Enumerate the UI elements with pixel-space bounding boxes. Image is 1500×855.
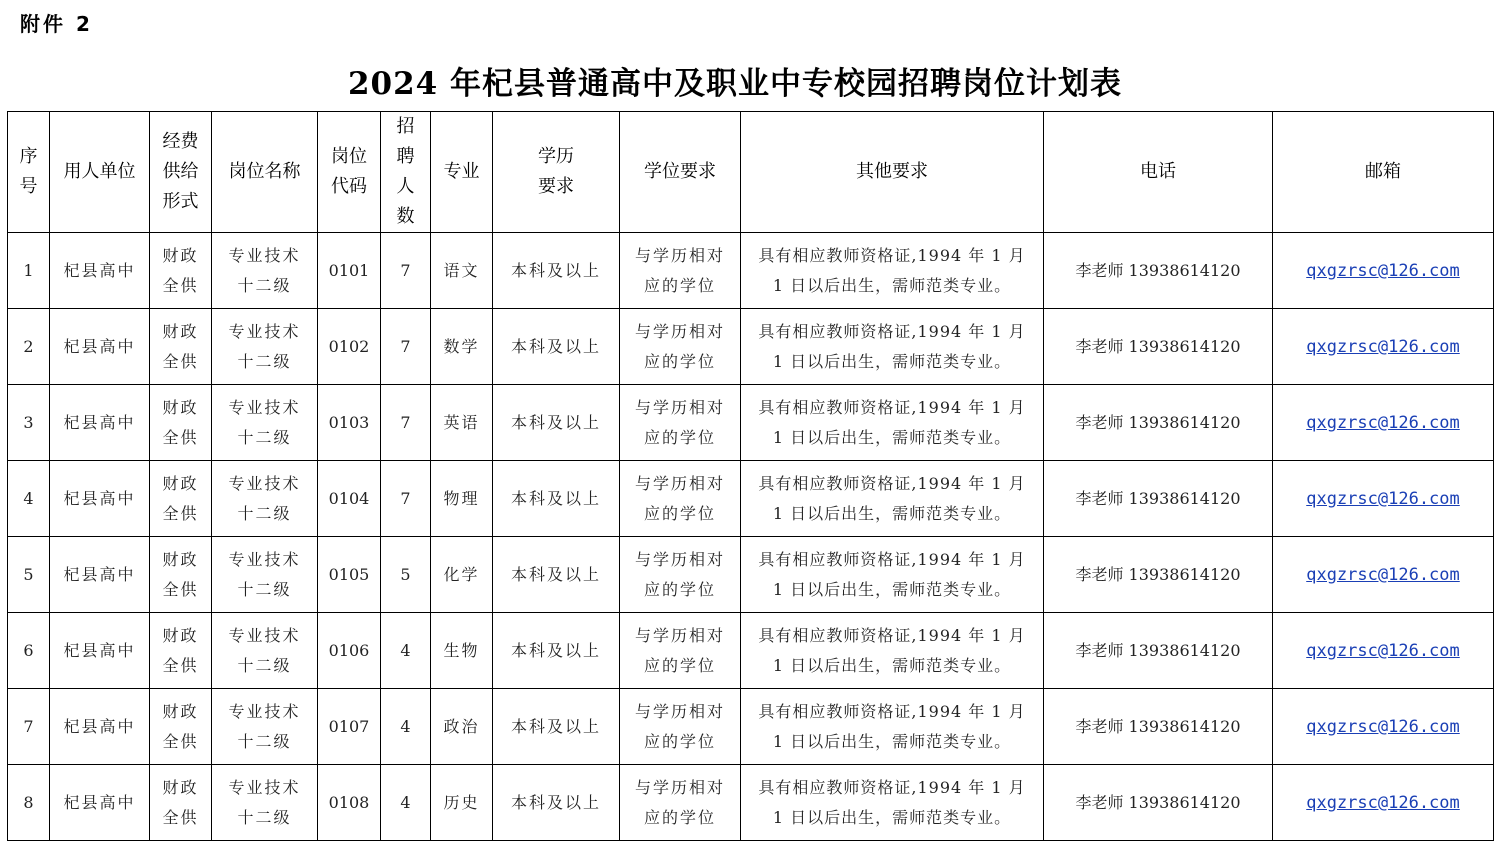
- cell-unit: 杞县高中: [50, 689, 150, 765]
- header-count: 招 聘 人 数: [381, 112, 431, 233]
- cell-education: 本科及以上: [493, 385, 620, 461]
- cell-post-code: 0101: [318, 233, 381, 309]
- email-link[interactable]: qxgzrsc@126.com: [1306, 412, 1460, 433]
- cell-unit: 杞县高中: [50, 233, 150, 309]
- cell-other: 具有相应教师资格证,1994 年 1 月 1 日以后出生，需师范类专业。: [741, 385, 1044, 461]
- cell-email[interactable]: [1273, 461, 1494, 537]
- cell-major: 生物: [431, 613, 493, 689]
- cell-phone: 李老师 13938614120: [1044, 385, 1273, 461]
- cell-other: 具有相应教师资格证,1994 年 1 月 1 日以后出生，需师范类专业。: [741, 765, 1044, 841]
- cell-funding: 财政 全供: [150, 233, 212, 309]
- cell-other: 具有相应教师资格证,1994 年 1 月 1 日以后出生，需师范类专业。: [741, 233, 1044, 309]
- cell-unit: 杞县高中: [50, 765, 150, 841]
- cell-education: 本科及以上: [493, 689, 620, 765]
- cell-unit: 杞县高中: [50, 537, 150, 613]
- cell-education: 本科及以上: [493, 461, 620, 537]
- cell-phone: 李老师 13938614120: [1044, 689, 1273, 765]
- cell-education: 本科及以上: [493, 765, 620, 841]
- cell-degree: 与学历相对 应的学位: [620, 233, 741, 309]
- header-unit: 用人单位: [50, 112, 150, 233]
- cell-post-code: 0106: [318, 613, 381, 689]
- cell-email[interactable]: [1273, 233, 1494, 309]
- cell-funding: 财政 全供: [150, 689, 212, 765]
- cell-post-code: 0103: [318, 385, 381, 461]
- cell-post-code: 0105: [318, 537, 381, 613]
- cell-unit: 杞县高中: [50, 385, 150, 461]
- cell-degree: 与学历相对 应的学位: [620, 689, 741, 765]
- recruitment-table: [7, 111, 1494, 841]
- cell-count: 4: [381, 765, 431, 841]
- cell-count: 4: [381, 689, 431, 765]
- cell-post-name: 专业技术 十二级: [212, 689, 318, 765]
- cell-unit: 杞县高中: [50, 309, 150, 385]
- cell-major: 英语: [431, 385, 493, 461]
- cell-post-name: 专业技术 十二级: [212, 537, 318, 613]
- table-row: [8, 461, 1494, 537]
- header-major: 专业: [431, 112, 493, 233]
- cell-post-name: 专业技术 十二级: [212, 233, 318, 309]
- cell-phone: 李老师 13938614120: [1044, 765, 1273, 841]
- cell-email[interactable]: [1273, 309, 1494, 385]
- cell-other: 具有相应教师资格证,1994 年 1 月 1 日以后出生，需师范类专业。: [741, 461, 1044, 537]
- cell-count: 5: [381, 537, 431, 613]
- email-link[interactable]: qxgzrsc@126.com: [1306, 792, 1460, 813]
- cell-email[interactable]: [1273, 689, 1494, 765]
- cell-count: 7: [381, 385, 431, 461]
- cell-post-code: 0102: [318, 309, 381, 385]
- email-link[interactable]: qxgzrsc@126.com: [1306, 716, 1460, 737]
- cell-seq: 1: [8, 233, 50, 309]
- cell-funding: 财政 全供: [150, 613, 212, 689]
- header-post-code: 岗位 代码: [318, 112, 381, 233]
- header-degree: 学位要求: [620, 112, 741, 233]
- cell-count: 7: [381, 233, 431, 309]
- cell-post-name: 专业技术 十二级: [212, 385, 318, 461]
- cell-email[interactable]: [1273, 537, 1494, 613]
- cell-other: 具有相应教师资格证,1994 年 1 月 1 日以后出生，需师范类专业。: [741, 537, 1044, 613]
- cell-funding: 财政 全供: [150, 537, 212, 613]
- cell-seq: 4: [8, 461, 50, 537]
- cell-degree: 与学历相对 应的学位: [620, 461, 741, 537]
- cell-post-code: 0108: [318, 765, 381, 841]
- cell-funding: 财政 全供: [150, 385, 212, 461]
- email-link[interactable]: qxgzrsc@126.com: [1306, 640, 1460, 661]
- cell-other: 具有相应教师资格证,1994 年 1 月 1 日以后出生，需师范类专业。: [741, 613, 1044, 689]
- table-row: [8, 613, 1494, 689]
- cell-phone: 李老师 13938614120: [1044, 233, 1273, 309]
- cell-post-name: 专业技术 十二级: [212, 309, 318, 385]
- header-seq: 序 号: [8, 112, 50, 233]
- cell-post-name: 专业技术 十二级: [212, 765, 318, 841]
- cell-major: 数学: [431, 309, 493, 385]
- cell-seq: 2: [8, 309, 50, 385]
- cell-email[interactable]: [1273, 613, 1494, 689]
- table-row: [8, 689, 1494, 765]
- cell-major: 语文: [431, 233, 493, 309]
- cell-funding: 财政 全供: [150, 461, 212, 537]
- cell-seq: 8: [8, 765, 50, 841]
- cell-unit: 杞县高中: [50, 613, 150, 689]
- cell-post-code: 0104: [318, 461, 381, 537]
- cell-post-name: 专业技术 十二级: [212, 461, 318, 537]
- cell-funding: 财政 全供: [150, 765, 212, 841]
- cell-count: 7: [381, 309, 431, 385]
- cell-seq: 6: [8, 613, 50, 689]
- cell-major: 历史: [431, 765, 493, 841]
- table-row: [8, 233, 1494, 309]
- header-funding: 经费 供给 形式: [150, 112, 212, 233]
- cell-seq: 3: [8, 385, 50, 461]
- cell-email[interactable]: [1273, 385, 1494, 461]
- header-other: 其他要求: [741, 112, 1044, 233]
- table-row: [8, 385, 1494, 461]
- cell-phone: 李老师 13938614120: [1044, 309, 1273, 385]
- email-link[interactable]: qxgzrsc@126.com: [1306, 488, 1460, 509]
- cell-other: 具有相应教师资格证,1994 年 1 月 1 日以后出生，需师范类专业。: [741, 309, 1044, 385]
- cell-email[interactable]: [1273, 765, 1494, 841]
- cell-education: 本科及以上: [493, 309, 620, 385]
- cell-other: 具有相应教师资格证,1994 年 1 月 1 日以后出生，需师范类专业。: [741, 689, 1044, 765]
- cell-funding: 财政 全供: [150, 309, 212, 385]
- cell-degree: 与学历相对 应的学位: [620, 385, 741, 461]
- cell-post-name: 专业技术 十二级: [212, 613, 318, 689]
- cell-education: 本科及以上: [493, 537, 620, 613]
- cell-post-code: 0107: [318, 689, 381, 765]
- header-phone: 电话: [1044, 112, 1273, 233]
- header-post-name: 岗位名称: [212, 112, 318, 233]
- email-link[interactable]: qxgzrsc@126.com: [1306, 260, 1460, 281]
- cell-degree: 与学历相对 应的学位: [620, 765, 741, 841]
- table-row: [8, 309, 1494, 385]
- table-row: [8, 765, 1494, 841]
- cell-major: 物理: [431, 461, 493, 537]
- cell-degree: 与学历相对 应的学位: [620, 537, 741, 613]
- cell-seq: 5: [8, 537, 50, 613]
- cell-phone: 李老师 13938614120: [1044, 613, 1273, 689]
- header-education: 学历 要求: [493, 112, 620, 233]
- table-header-row: [8, 112, 1494, 233]
- table-row: [8, 537, 1494, 613]
- cell-education: 本科及以上: [493, 613, 620, 689]
- page-title: 2024 年杞县普通高中及职业中专校园招聘岗位计划表: [347, 66, 1123, 102]
- cell-unit: 杞县高中: [50, 461, 150, 537]
- cell-major: 化学: [431, 537, 493, 613]
- cell-education: 本科及以上: [493, 233, 620, 309]
- header-email: 邮箱: [1273, 112, 1494, 233]
- cell-phone: 李老师 13938614120: [1044, 461, 1273, 537]
- cell-phone: 李老师 13938614120: [1044, 537, 1273, 613]
- email-link[interactable]: qxgzrsc@126.com: [1306, 336, 1460, 357]
- email-link[interactable]: qxgzrsc@126.com: [1306, 564, 1460, 585]
- cell-count: 4: [381, 613, 431, 689]
- cell-count: 7: [381, 461, 431, 537]
- cell-degree: 与学历相对 应的学位: [620, 613, 741, 689]
- cell-major: 政治: [431, 689, 493, 765]
- cell-seq: 7: [8, 689, 50, 765]
- attachment-label: 附件 2: [20, 12, 93, 36]
- cell-degree: 与学历相对 应的学位: [620, 309, 741, 385]
